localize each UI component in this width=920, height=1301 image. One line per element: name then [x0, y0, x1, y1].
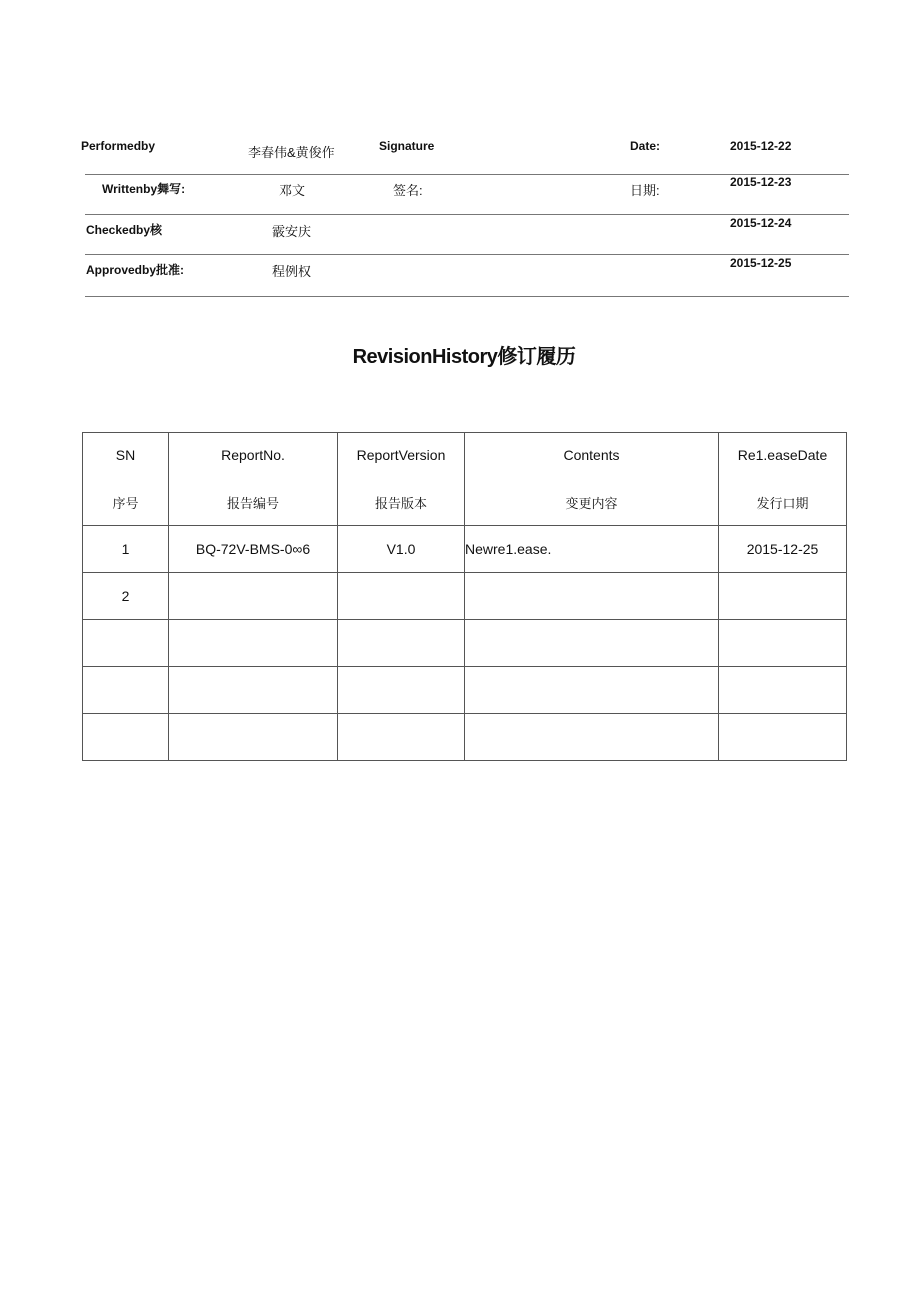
cell-sn — [83, 620, 169, 667]
header-en: Re1.easeDate — [737, 446, 828, 463]
cell-sn — [83, 667, 169, 714]
written-date: 2015-12-23 — [730, 175, 792, 189]
checked-by-label: Checkedby核 — [86, 223, 163, 237]
cell-contents — [465, 573, 719, 620]
checked-date: 2015-12-24 — [730, 216, 792, 230]
cell-report-no — [169, 667, 338, 714]
header-cell-contents — [465, 433, 719, 526]
cell-release-date — [719, 573, 847, 620]
cell-sn — [83, 714, 169, 761]
cell-report-version: V1.0 — [338, 526, 465, 573]
signature-label: Signature — [379, 139, 435, 153]
cell-contents — [465, 714, 719, 761]
date-label-zh: 日期: — [630, 183, 660, 198]
table-row — [83, 620, 847, 667]
performed-by-name: 李春伟&黄俊作 — [248, 145, 335, 160]
signature-label-zh: 签名: — [393, 183, 423, 198]
cell-release-date — [719, 667, 847, 714]
header-cell-release-date — [719, 433, 847, 526]
cell-release-date — [719, 620, 847, 667]
cell-report-version — [338, 714, 465, 761]
cell-contents: Newre1.ease. — [465, 526, 719, 573]
header-en: ReportNo. — [221, 446, 285, 463]
table-row — [83, 573, 847, 620]
header-en: ReportVersion — [356, 446, 446, 463]
header-cell-report-version — [338, 433, 465, 526]
cell-release-date — [719, 714, 847, 761]
cell-report-no — [169, 573, 338, 620]
divider-line — [85, 214, 849, 215]
cell-sn: 2 — [83, 573, 169, 620]
written-by-name: 邓文 — [279, 183, 306, 198]
header-zh: 变更内容 — [565, 495, 618, 511]
approved-by-label: Approvedby批准: — [86, 263, 185, 277]
cell-report-no: BQ-72V-BMS-0∞6 — [169, 526, 338, 573]
cell-sn: 1 — [83, 526, 169, 573]
cell-report-version — [338, 620, 465, 667]
header-en: SN — [115, 446, 136, 463]
cell-contents — [465, 667, 719, 714]
date-label: Date: — [630, 139, 661, 153]
revision-history-table — [82, 432, 847, 761]
table-row — [83, 667, 847, 714]
header-zh: 报告编号 — [226, 495, 279, 511]
header-zh: 发行口期 — [756, 495, 809, 511]
header-zh: 报告版本 — [374, 495, 427, 511]
cell-contents — [465, 620, 719, 667]
header-cell-sn — [83, 433, 169, 526]
header-cell-report-no — [169, 433, 338, 526]
approved-date: 2015-12-25 — [730, 256, 792, 270]
divider-line — [85, 296, 849, 297]
table-row — [83, 714, 847, 761]
checked-by-name: 霰安庆 — [272, 224, 312, 239]
page-title: RevisionHistory修订履历 — [352, 346, 576, 368]
cell-report-no — [169, 620, 338, 667]
cell-report-version — [338, 573, 465, 620]
table-row — [83, 526, 847, 573]
header-en: Contents — [563, 446, 620, 463]
performed-date: 2015-12-22 — [730, 139, 792, 153]
table-header-row — [83, 433, 847, 526]
divider-line — [85, 254, 849, 255]
cell-release-date: 2015-12-25 — [719, 526, 847, 573]
performed-by-label: Performedby — [81, 139, 156, 153]
written-by-label: Writtenby舞写: — [102, 182, 186, 196]
cell-report-no — [169, 714, 338, 761]
approved-by-name: 程例权 — [272, 264, 312, 279]
cell-report-version — [338, 667, 465, 714]
header-zh: 序号 — [112, 495, 139, 511]
